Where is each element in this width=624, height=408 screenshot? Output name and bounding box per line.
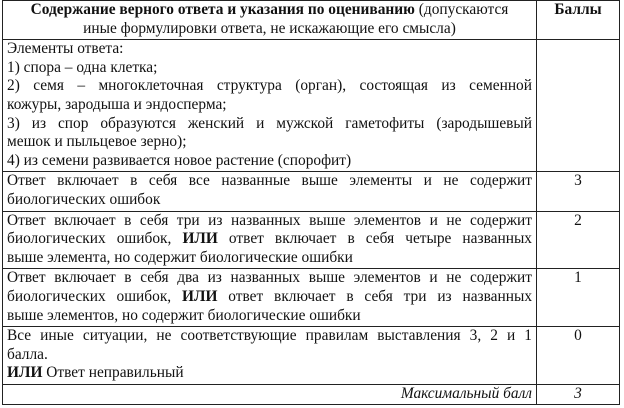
answer-element-3-line-1: 3) из спор образуются женский и мужской гаметофиты (зародышевый — [7, 114, 532, 132]
criteria-header-note-1: (допускаются — [418, 1, 509, 18]
header-row — [3, 1, 620, 40]
criterion-3-line-1: Ответ включает в себя все названные выше элементы и не содержит — [7, 172, 532, 190]
criteria-header-title: Содержание верного ответа и указания по оцениванию — [30, 1, 415, 18]
answer-element-1: 1) спора – одна клетка; — [7, 58, 158, 76]
criterion-0-line-3 — [7, 364, 532, 383]
criterion-0-or: ИЛИ — [7, 364, 43, 382]
criterion-1-line-1: Ответ включает в себя два из названных выше элементов и не содержит — [7, 269, 532, 287]
criterion-2-points: 2 — [537, 211, 620, 269]
criterion-row-0-points — [3, 327, 620, 385]
criterion-2-line-2-pre: биологических ошибок, — [7, 230, 172, 248]
criterion-2-text — [3, 211, 537, 269]
criterion-row-1-point — [3, 269, 620, 327]
grading-table — [2, 0, 620, 405]
criterion-1-line-2-pre: биологических ошибок, — [7, 287, 172, 305]
max-score-value: 3 — [537, 384, 620, 405]
criterion-1-text — [3, 269, 537, 327]
criterion-0-points: 0 — [537, 327, 620, 385]
criterion-0-line-1: Все иные ситуации, не соответствующие правилам выставления 3, 2 и 1 — [7, 327, 532, 345]
answer-elements-points-cell — [537, 40, 620, 172]
criterion-1-line-3: выше элементов, но содержит биологические ошибки — [7, 306, 361, 324]
max-score-row — [3, 384, 620, 405]
criterion-2-line-1: Ответ включает в себя три из названных выше элементов и не содержит — [7, 211, 532, 229]
criterion-1-points: 1 — [537, 269, 620, 327]
criterion-2-line-2 — [7, 230, 532, 249]
criterion-0-line-2: балла. — [7, 345, 48, 363]
criterion-3-text — [3, 172, 537, 211]
answer-elements-title: Элементы ответа: — [7, 40, 124, 58]
answer-element-4: 4) из семени развивается новое растение (спорофит) — [7, 151, 352, 169]
criterion-0-line-3-post: Ответ неправильный — [46, 364, 184, 382]
criterion-2-line-2-post: ответ включает в себя четыре названных — [228, 230, 532, 248]
criterion-3-line-2: биологических ошибок — [7, 190, 161, 208]
criterion-1-line-2 — [7, 288, 532, 307]
criterion-3-points: 3 — [537, 172, 620, 211]
points-header: Баллы — [537, 1, 620, 40]
criterion-1-line-2-post: ответ включает в себя три из названных — [228, 287, 533, 305]
answer-elements-cell — [3, 40, 537, 172]
criterion-2-line-3: выше элемента, но содержит биологические ошибки — [7, 248, 353, 266]
answer-element-2-line-1: 2) семя – многоклеточная структура (орган), состоящая из семенной — [7, 77, 532, 95]
answer-elements-row — [3, 40, 620, 172]
criterion-2-or: ИЛИ — [182, 230, 218, 248]
criteria-header — [3, 1, 537, 40]
criterion-1-or: ИЛИ — [182, 287, 218, 305]
answer-element-3-line-2: мешок и пыльцевое зерно); — [7, 133, 187, 151]
criterion-0-text — [3, 327, 537, 385]
criterion-row-2-points — [3, 211, 620, 269]
criterion-row-3-points — [3, 172, 620, 211]
answer-element-2-line-2: кожуры, зародыша и эндосперма; — [7, 95, 227, 113]
criteria-header-note-2: иные формулировки ответа, не искажающие его смысла) — [83, 19, 456, 37]
max-score-label: Максимальный балл — [3, 384, 537, 405]
